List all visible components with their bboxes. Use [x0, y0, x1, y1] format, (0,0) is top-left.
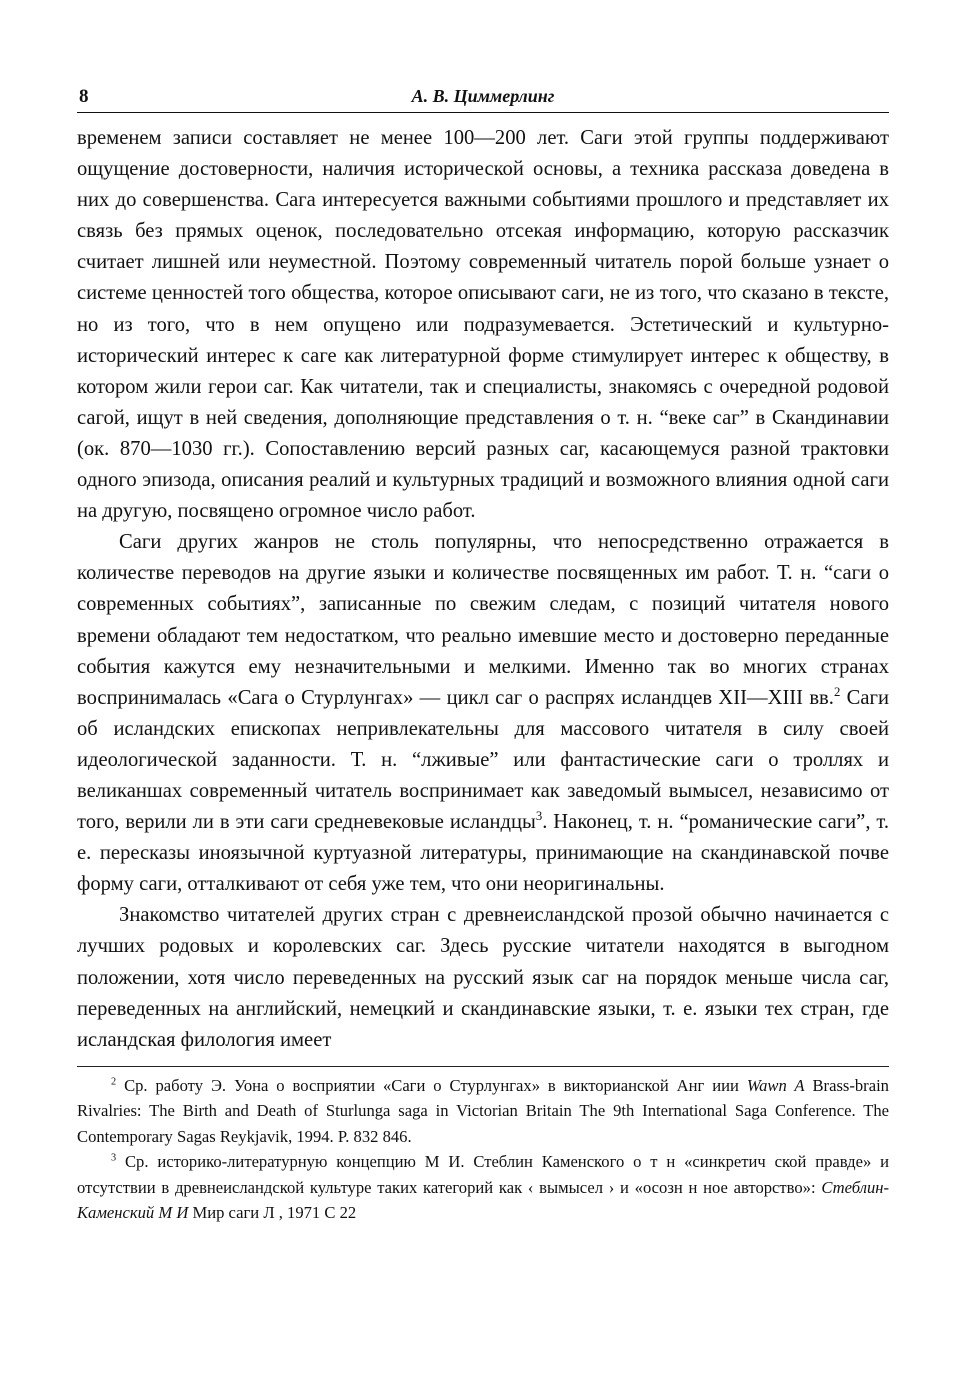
page-number: 8: [79, 86, 89, 107]
paragraph-3: Знакомство читателей других стран с древнеисландской прозой обычно начинается с лучших родовых и королевских саг. Здесь русские читатели находятся в выгодном положении, хотя число переведенных на русский язык саг на порядок меньше числа саг, переведенных на английский, немецкий и скандинавские языки, т. е. языки тех стран, где исландская филология имеет: [77, 904, 889, 1051]
footnote-3-text-a: Ср. историко-литературную концепцию М И. Стеблин Каменского о т н «синкретич ской правде» и отсутствии в древнеисландской культуре таких категорий как ‹ вымысел › и «осозн н ное авторство»:: [77, 1152, 889, 1197]
paragraph-2-part-a: Саги других жанров не столь популярны, что непосредственно отражается в количестве переводов на другие языки и количестве посвященных им работ. Т. н. “саги о современных событиях”, записанные по свежим следам, с позиций читателя нового времени обладают тем недостатком, что реально имевшие место и достоверно переданные события кажутся ему незначительными и мелкими. Именно так во многих странах воспринималась «Сага о Стурлунгах» — цикл саг о распрях исландцев XII—XIII вв.: [77, 531, 889, 709]
paragraph-1: временем записи составляет не менее 100—200 лет. Саги этой группы поддерживают ощущение достоверности, наличия исторической основы, а техника рассказа доведена в них до совершенства. Сага интересуется важными событиями прошлого и представляет их связь без прямых оценок, последовательно отсекая информацию, которую рассказчик считает лишней или неуместной. Поэтому современный читатель порой больше узнает о системе ценностей того общества, которое описывают саги, не из того, что сказано в тексте, но из того, что в нем опущено или подразумевается. Эстетический и культурно-исторический интерес к саге как литературной форме стимулирует интерес к обществу, в котором жили герои саг. Как читатели, так и специалисты, знакомясь с очередной родовой сагой, ищут в ней сведения, дополняющие представления о т. н. “веке саг” в Скандинавии (ок. 870—1030 гг.). Сопоставлению версий разных саг, касающемуся разной трактовки одного эпизода, описания реалий и культурных традиций и возможного влияния одной саги на другую, посвящено огромное число работ.: [77, 127, 889, 523]
paragraph-2: [77, 527, 889, 900]
page-header: [77, 82, 889, 113]
footnotes: [77, 1073, 889, 1226]
footnote-3-author: Стеблин-Каменский М И: [77, 1177, 889, 1223]
running-head-author: А. В. Циммерлинг: [411, 86, 555, 106]
footnote-ref-3[interactable]: 3: [535, 809, 543, 824]
footnote-2-text-a: Ср. работу Э. Уона о восприятии «Саги о Стурлунгах» в викторианской Анг иии: [116, 1075, 747, 1095]
book-page: [77, 82, 889, 1226]
footnote-2-author: Wawn A: [746, 1075, 805, 1095]
footnote-3-mark: 3: [111, 1152, 117, 1164]
footnote-2: [77, 1073, 889, 1150]
footnote-separator: [77, 1066, 889, 1067]
footnote-3: [77, 1149, 889, 1226]
footnote-2-text-b: Brass-brain Rivalries: The Birth and Death of Sturlunga saga in Victorian Britain The 9th International Saga Conference. The Contemporary Sagas Reykjavik, 1994. P. 832 846.: [77, 1075, 889, 1146]
footnote-3-text-b: Мир саги Л , 1971 С 22: [188, 1203, 357, 1223]
footnote-ref-2[interactable]: 2: [833, 684, 841, 699]
footnote-2-mark: 2: [111, 1076, 117, 1088]
paragraph-2-part-c: . Наконец, т. н. “романические саги”, т. е. пересказы иноязычной куртуазной литературы, принимающие на скандинавской почве форму саги, отталкивают от себя уже тем, что они неоригинальны.: [77, 811, 890, 896]
paragraph-2-part-b: Саги об исландских епископах непривлекательны для массового читателя в силу своей идеологической заданности. Т. н. “лживые” или фантастические саги о троллях и великаншах современный читатель воспринимает как заведомый вымысел, независимо от того, верили ли в эти саги средневековые исландцы: [77, 686, 889, 834]
main-text: [77, 123, 889, 1056]
